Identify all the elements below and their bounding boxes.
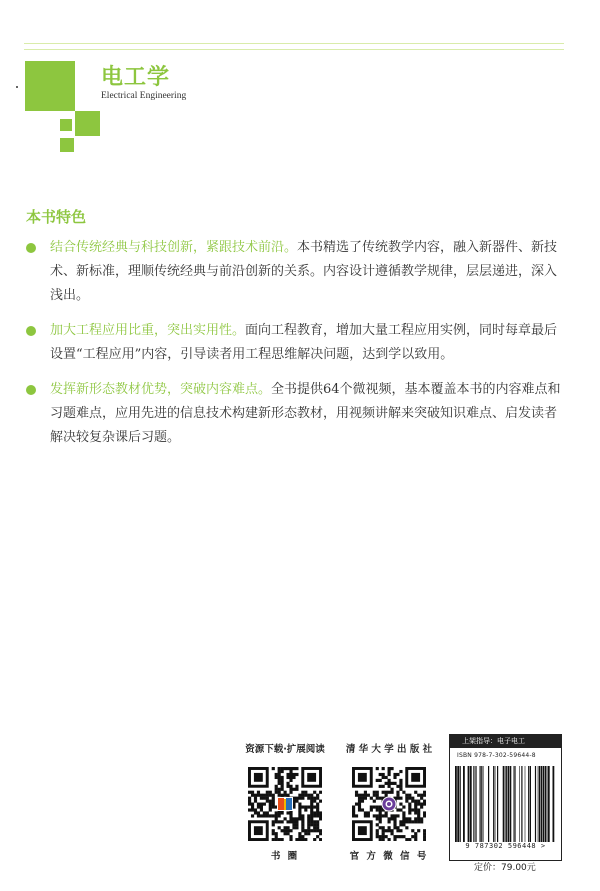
bullet-icon xyxy=(26,326,36,336)
feature-lead: 发挥新形态教材优势，突破内容难点。 xyxy=(50,382,272,397)
publisher-seal-icon xyxy=(381,796,397,812)
bullet-icon xyxy=(26,385,36,395)
qr-code[interactable] xyxy=(248,767,322,841)
top-rule xyxy=(24,49,564,50)
logo-block-medium xyxy=(75,111,100,136)
top-rule xyxy=(24,43,564,44)
features-list xyxy=(26,236,566,461)
book-title: 电工学 xyxy=(101,64,171,90)
feature-item xyxy=(26,319,566,367)
isbn-number: ISBN 978-7-302-59644-8 xyxy=(457,752,536,759)
feature-body: 面向工程教育，增加大量工程应用实例，同时每章最后设置“工程应用”内容，引导读者用工程思维解决问题，达到学以致用。 xyxy=(50,323,558,362)
qr-title: 资源下载·扩展阅读 xyxy=(245,744,325,755)
feature-body: 本书精选了传统教学内容，融入新器件、新技术、新标准，理顺传统经典与前沿创新的关系。内容设计遵循教学规律，层层递进，深入浅出。 xyxy=(50,240,558,303)
qr-title: 清 华 大 学 出 版 社 xyxy=(345,744,433,755)
logo-block-small xyxy=(60,119,72,131)
feature-item xyxy=(26,236,566,308)
qr-block-resources xyxy=(235,743,335,862)
qr-code[interactable] xyxy=(352,767,426,841)
feature-item xyxy=(26,378,566,450)
marker-dot xyxy=(16,86,18,88)
bullet-icon xyxy=(26,243,36,253)
feature-body: 全书提供64个微视频，基本覆盖本书的内容难点和习题难点，应用先进的信息技术构建新形态教材，用视频讲解来突破知识难点、启发读者解决较复杂课后习题。 xyxy=(50,382,561,445)
logo-block-small xyxy=(60,138,74,152)
book-icon xyxy=(277,797,293,811)
isbn-barcode-box xyxy=(449,734,562,861)
barcode-digits: 9 787302 596448 > xyxy=(465,842,546,850)
shelving-guide: 上架指导：电子电工 xyxy=(450,735,561,748)
logo-block-large xyxy=(25,61,75,111)
barcode xyxy=(455,766,556,842)
price: 定价：79.00元 xyxy=(474,863,536,873)
qr-caption: 官 方 微 信 号 xyxy=(349,851,429,862)
features-heading: 本书特色 xyxy=(26,208,87,226)
feature-lead: 加大工程应用比重，突出实用性。 xyxy=(50,323,246,338)
feature-lead: 结合传统经典与科技创新，紧跟技术前沿。 xyxy=(50,240,298,255)
qr-caption: 书 圈 xyxy=(270,851,300,862)
qr-block-publisher xyxy=(339,743,439,862)
book-title-english: Electrical Engineering xyxy=(101,91,187,101)
